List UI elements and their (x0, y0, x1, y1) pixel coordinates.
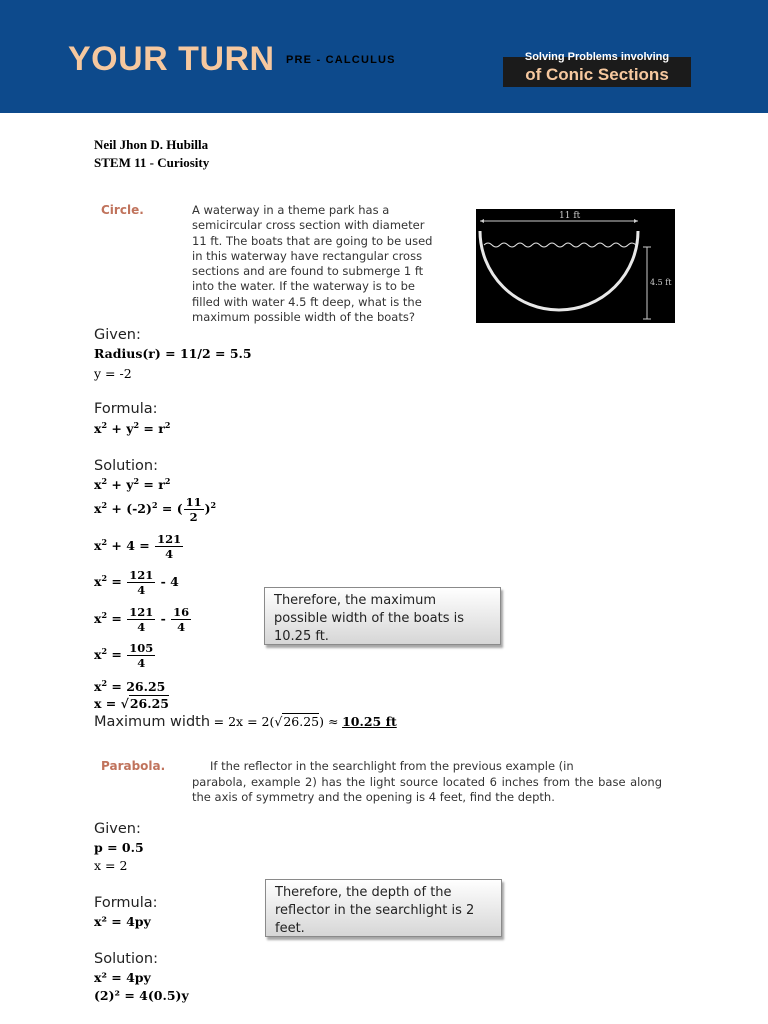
parabola-conclusion-callout: Therefore, the depth of the reflector in the searchlight is 2 feet. (265, 879, 502, 937)
circle-conclusion-callout: Therefore, the maximum possible width of the boats is 10.25 ft. (264, 587, 501, 645)
figure-side-label: 4.5 ft (650, 278, 672, 287)
frac-num: 121 (129, 568, 154, 582)
circle-problem (192, 203, 462, 325)
parabola-formula-heading: Formula: (94, 895, 158, 911)
problem-line: A waterway in a theme park has a (192, 203, 390, 217)
parabola-sol-line-1: x² = 4py (94, 970, 151, 985)
frac-den: 4 (165, 547, 174, 561)
author-name: Neil Jhon D. Hubilla (94, 137, 209, 152)
frac-num: 11 (185, 495, 202, 509)
problem-line: sections and are found to submerge 1 ft (192, 264, 424, 279)
figure-top-label: 11 ft (559, 211, 581, 221)
circle-given-radius: Radius(r) = 11/2 = 5.5 (94, 346, 252, 361)
circle-sol-line-1: $x^2 + y^2 = r^2$ (94, 476, 171, 493)
sqrt-value: 26.25 (129, 696, 170, 711)
max-width-sqrt: 26.25 (283, 714, 320, 729)
circle-label: Circle. (101, 203, 144, 217)
frac-num: 105 (129, 641, 154, 655)
circle-given-heading: Given: (94, 327, 141, 343)
frac-den: 4 (137, 583, 146, 597)
max-width-label: Maximum width (94, 714, 211, 730)
max-width-eq: = 2x = 2( (213, 714, 275, 729)
frac-num: 16 (173, 605, 190, 619)
author-block (94, 136, 209, 172)
fraction (155, 532, 183, 561)
circle-formula-heading: Formula: (94, 401, 158, 417)
circle-sol-line-7: $x^2 = 26.25$ (94, 678, 166, 695)
semicircle-diagram (476, 209, 675, 323)
circle-sol-line-2: $x^2 + (-2)^2$ = ( $\frac{11}{2}$ )$^2$ (94, 495, 217, 524)
fraction (127, 605, 155, 634)
problem-line: maximum possible width of the boats? (192, 310, 415, 325)
problem-line: 11 ft. The boats that are going to be used (192, 233, 433, 248)
fraction (184, 495, 204, 524)
circle-sol-line-8: x = √26.25 (94, 696, 170, 711)
frac-num: 121 (157, 532, 182, 546)
fraction (127, 641, 155, 670)
problem-line: semicircular cross section with diameter (192, 218, 425, 233)
parabola-formula: x² = 4py (94, 914, 151, 929)
circle-sol-line-4: $x^2$ = $\frac{121}{4}$ - 4 (94, 568, 179, 597)
frac-den: 4 (177, 620, 186, 634)
waterway-figure (476, 209, 675, 323)
parabola-given-heading: Given: (94, 821, 141, 837)
header-banner (0, 0, 768, 113)
parabola-sol-line-2: (2)² = 4(0.5)y (94, 988, 189, 1003)
parabola-label: Parabola. (101, 759, 166, 773)
problem-line: filled with water 4.5 ft deep, what is the (192, 294, 422, 309)
circle-given-y: y = -2 (94, 366, 132, 381)
circle-sol-line-5: $x^2$ = $\frac{121}{4}$ - $\frac{16}{4}$ (94, 605, 190, 634)
frac-num: 121 (129, 605, 154, 619)
parabola-given-x: x = 2 (94, 858, 128, 873)
fraction (171, 605, 191, 634)
frac-den: 4 (137, 620, 146, 634)
header-badge-small: Solving Problems involving (524, 51, 670, 63)
max-width-approx: ) ≈ (319, 714, 339, 729)
parabola-problem-first-line: If the reflector in the searchlight from the previous example (in (210, 759, 574, 773)
max-width-answer: 10.25 ft (342, 714, 397, 729)
frac-den: 2 (189, 510, 198, 524)
circle-sol-line-3: $x^2 + 4$ = $\frac{121}{4}$ (94, 532, 182, 561)
value: 26.25 (126, 679, 166, 695)
parabola-given-p: p = 0.5 (94, 840, 144, 855)
header-title: YOUR TURN (68, 40, 275, 78)
circle-sol-line-6: $x^2$ = $\frac{105}{4}$ (94, 641, 154, 670)
header-badge-big: of Conic Sections (525, 65, 669, 84)
problem-line: into the water. If the waterway is to be (192, 279, 415, 294)
author-section: STEM 11 - Curiosity (94, 155, 210, 170)
problem-line: in this waterway have rectangular cross (192, 248, 423, 263)
frac-den: 4 (137, 656, 146, 670)
header-subtitle: PRE - CALCULUS (286, 54, 396, 66)
fraction (127, 568, 155, 597)
circle-formula: $x^2 + y^2 = r^2$ (94, 420, 171, 437)
parabola-problem (192, 759, 662, 806)
parabola-problem-rest: parabola, example 2) has the light source located 6 inches from the base along the axis of symmetry and the opening is 4 feet, find the depth. (192, 774, 662, 805)
max-width-line: Maximum width = 2x = 2(√26.25) ≈ 10.25 ft (94, 714, 397, 730)
circle-solution-heading: Solution: (94, 458, 158, 474)
parabola-solution-heading: Solution: (94, 951, 158, 967)
